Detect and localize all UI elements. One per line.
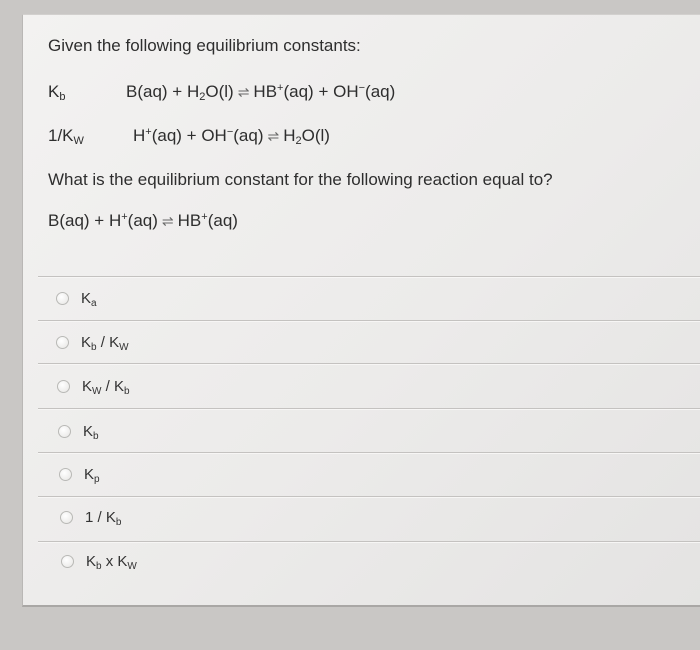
option-label: $K_b$ x $K_W$ bbox=[86, 552, 137, 572]
question-text: What is the equilibrium constant for the following reaction equal to? bbox=[48, 170, 553, 189]
equilibrium-arrow-icon: ⇌ bbox=[267, 128, 280, 144]
divider bbox=[38, 408, 700, 409]
radio-button[interactable] bbox=[58, 425, 71, 438]
option-label: $K_W / K_b$ bbox=[82, 377, 130, 397]
divider bbox=[38, 363, 700, 364]
answer-option-kp[interactable] bbox=[59, 463, 100, 485]
given-kb-label: $K_b$ bbox=[48, 82, 66, 103]
answer-option-kw-over-kb[interactable] bbox=[57, 375, 130, 397]
given-kw-label: $1/K_W$ bbox=[48, 126, 84, 147]
divider bbox=[38, 541, 700, 542]
answer-option-ka[interactable] bbox=[56, 287, 97, 309]
answer-option-one-over-kb[interactable] bbox=[60, 506, 121, 528]
radio-button[interactable] bbox=[56, 292, 69, 305]
answer-option-kb[interactable] bbox=[58, 420, 99, 442]
question-card bbox=[22, 14, 700, 607]
answer-option-kb-over-kw[interactable] bbox=[56, 331, 129, 353]
answer-option-kb-times-kw[interactable] bbox=[61, 550, 137, 572]
divider bbox=[38, 452, 700, 453]
target-reaction: B(aq) + H+(aq) ⇌ HB+(aq) bbox=[48, 211, 238, 230]
radio-button[interactable] bbox=[57, 380, 70, 393]
given-kb-reaction: $B(aq) + H_2O(l)$ ⇌ HB+(aq) + OH−(aq) bbox=[126, 82, 396, 103]
equilibrium-arrow-icon: ⇌ bbox=[237, 84, 250, 100]
option-label: $K_p$ bbox=[84, 465, 100, 485]
radio-button[interactable] bbox=[59, 468, 72, 481]
divider bbox=[38, 320, 700, 321]
option-label: $K_a$ bbox=[81, 289, 97, 309]
divider bbox=[38, 276, 700, 277]
given-kw-reaction: H+(aq) + OH−(aq) ⇌ $H_2O(l)$ bbox=[133, 126, 330, 147]
radio-button[interactable] bbox=[56, 336, 69, 349]
divider bbox=[38, 496, 700, 497]
equilibrium-arrow-icon: ⇌ bbox=[161, 213, 174, 229]
radio-button[interactable] bbox=[60, 511, 73, 524]
option-label: $1 / K_b$ bbox=[85, 508, 122, 528]
radio-button[interactable] bbox=[61, 555, 74, 568]
question-heading: Given the following equilibrium constants: bbox=[48, 36, 361, 55]
option-label: $K_b$ bbox=[83, 422, 99, 442]
option-label: $K_b / K_W$ bbox=[81, 333, 129, 353]
